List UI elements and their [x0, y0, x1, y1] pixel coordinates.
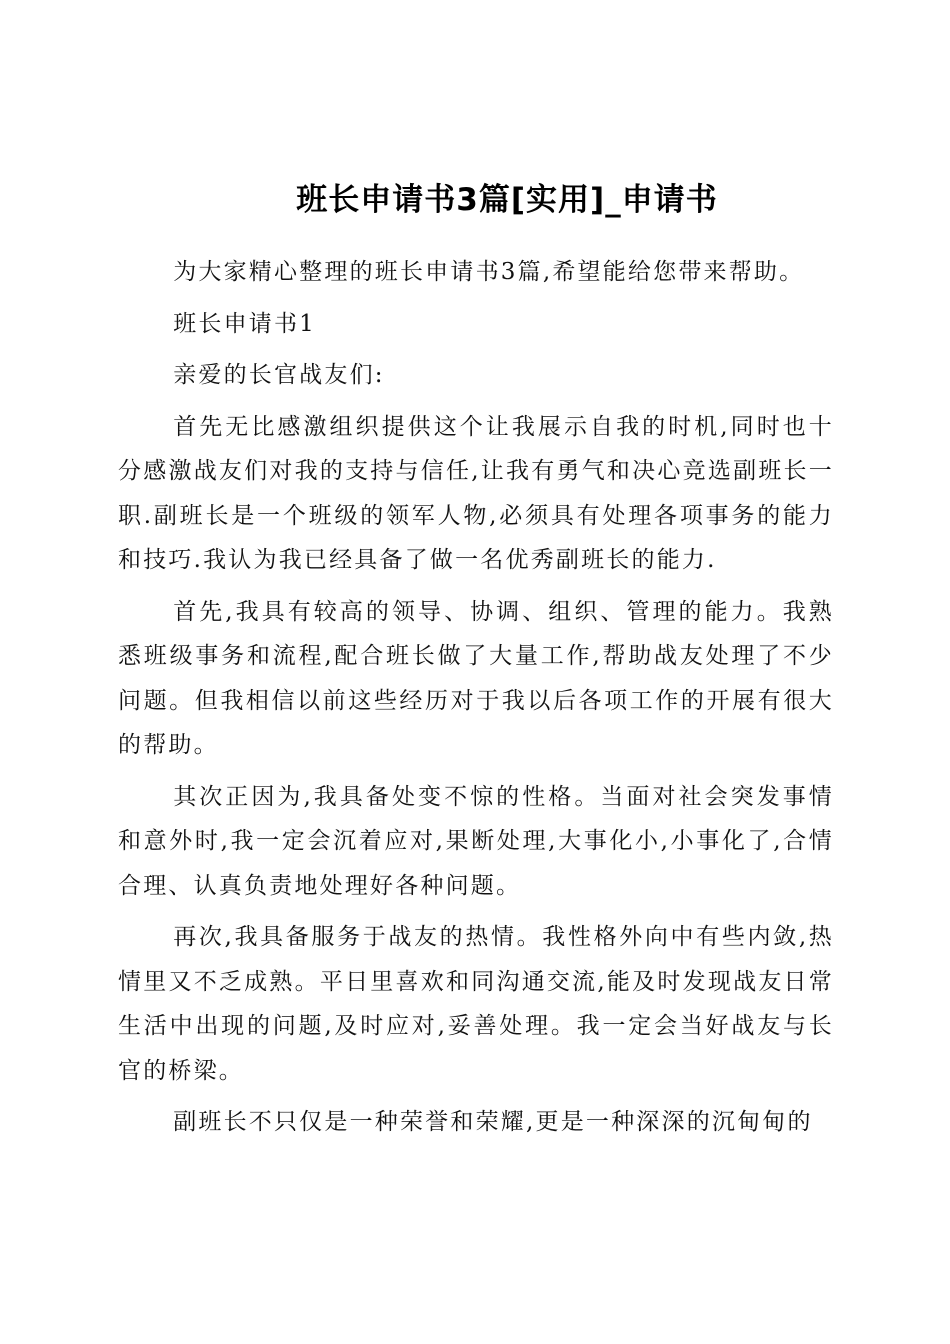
document-body [118, 250, 834, 1152]
document-title: 班长申请书3篇[实用]_申请书 [296, 182, 718, 218]
body-paragraph: 其次正因为,我具备处变不惊的性格。当面对社会突发事情和意外时,我一定会沉着应对,果断处理,大事化小,小事化了,合情合理、认真负责地处理好各种问题。 [118, 783, 834, 899]
body-paragraph: 再次,我具备服务于战友的热情。我性格外向中有些内敛,热情里又不乏成熟。平日里喜欢和同沟通交流,能及时发现战友日常生活中出现的问题,及时应对,妥善处理。我一定会当好战友与长官的桥梁。 [118, 924, 834, 1084]
body-paragraph: 首先无比感激组织提供这个让我展示自我的时机,同时也十分感激战友们对我的支持与信任,让我有勇气和决心竞选副班长一职.副班长是一个班级的领军人物,必须具有处理各项事务的能力和技巧.我认为我已经具备了做一名优秀副班长的能力. [118, 413, 834, 573]
body-paragraph: 首先,我具有较高的领导、协调、组织、管理的能力。我熟悉班级事务和流程,配合班长做了大量工作,帮助战友处理了不少问题。但我相信以前这些经历对于我以后各项工作的开展有很大的帮助。 [118, 598, 834, 758]
section-heading: 班长申请书1 [173, 310, 317, 337]
salutation: 亲爱的长官战友们: [173, 362, 385, 388]
body-paragraph: 副班长不只仅是一种荣誉和荣耀,更是一种深深的沉甸甸的 [173, 1109, 813, 1135]
intro-paragraph: 为大家精心整理的班长申请书3篇,希望能给您带来帮助。 [173, 259, 805, 285]
